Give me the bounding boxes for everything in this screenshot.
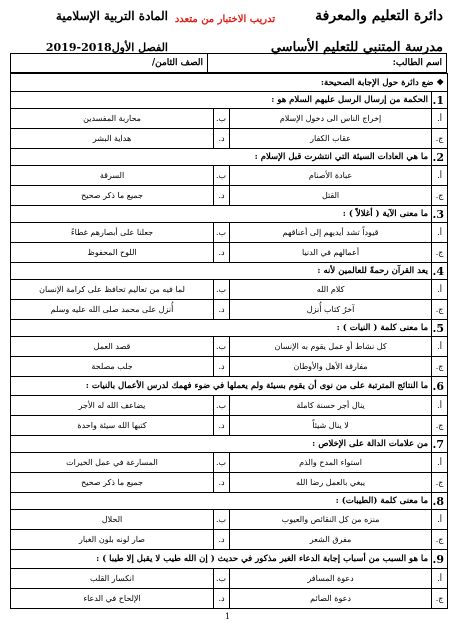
- choice-a[interactable]: ينال أجر حسنة كاملة: [230, 396, 432, 416]
- student-info-table: [10, 53, 447, 73]
- page-number: 1: [224, 612, 231, 621]
- department-name: دائرة التعليم والمعرفة: [315, 8, 443, 24]
- choice-a[interactable]: استواء المدح والذم: [230, 453, 432, 473]
- choice-b[interactable]: انكسار القلب: [11, 569, 214, 589]
- question-number: 5.: [432, 320, 448, 337]
- term-year: الفصل الأول2018-2019: [45, 41, 168, 54]
- question-number: 2.: [432, 149, 448, 166]
- choice-c[interactable]: مفرق الشعر: [230, 530, 432, 550]
- choice-c[interactable]: عقاب الكفار: [230, 129, 432, 149]
- exam-title: تدريب الاختبار من متعدد: [174, 14, 276, 25]
- choice-letter: أ.: [432, 223, 448, 243]
- choice-c[interactable]: أعمالهم في الدنيا: [230, 243, 432, 263]
- choice-a[interactable]: إخراج الناس الى دخول الإسلام: [230, 109, 432, 129]
- questions-table: [10, 73, 448, 609]
- question-number: 9.: [432, 550, 448, 569]
- choice-d[interactable]: اللوح المحفوظ: [11, 243, 214, 263]
- choice-letter: أ.: [432, 337, 448, 357]
- choice-d[interactable]: جميع ما ذكر صحيح: [11, 473, 214, 493]
- question-text: يعد القرآن رحمةً للعالمين لأنه :: [11, 263, 432, 280]
- choice-letter: ب.: [214, 396, 230, 416]
- choice-letter: د.: [214, 243, 230, 263]
- choice-a[interactable]: عبادة الأصنام: [230, 166, 432, 186]
- question-text: ما معنى الآية ( أغلالاً ) :: [11, 206, 432, 223]
- question-number: 6.: [432, 377, 448, 396]
- choice-letter: أ.: [432, 453, 448, 473]
- question-number: 4.: [432, 263, 448, 280]
- choice-letter: د.: [214, 357, 230, 377]
- choice-letter: د.: [214, 473, 230, 493]
- choice-letter: ج.: [432, 473, 448, 493]
- choice-letter: ج.: [432, 416, 448, 436]
- choice-letter: ب.: [214, 166, 230, 186]
- question-number: 8.: [432, 493, 448, 510]
- choice-letter: ج.: [432, 129, 448, 149]
- choice-d[interactable]: صار لونه بلون الغبار: [11, 530, 214, 550]
- choice-d[interactable]: كتبها الله سيئة واحدة: [11, 416, 214, 436]
- question-text: الحكمة من إرسال الرسل عليهم السلام هو :: [11, 92, 432, 109]
- class-field[interactable]: الصف الثامن/: [11, 54, 208, 73]
- choice-c[interactable]: لا ينال شيئاً: [230, 416, 432, 436]
- choice-b[interactable]: محاربة المفسدين: [11, 109, 214, 129]
- choice-b[interactable]: لما فيه من تعاليم تحافظ على كرامة الإنسان: [11, 280, 214, 300]
- choice-d[interactable]: هداية البشر: [11, 129, 214, 149]
- question-number: 1.: [432, 92, 448, 109]
- question-text: ما النتائج المترتبة على من نوى أن يقوم بسيئة ولم يعملها في ضوء فهمك لدرس الأعمال بالنيات :: [11, 377, 432, 396]
- choice-letter: ب.: [214, 510, 230, 530]
- choice-c[interactable]: آخرُ كتاب أُنزل: [230, 300, 432, 320]
- choice-b[interactable]: السرقة: [11, 166, 214, 186]
- choice-letter: د.: [214, 589, 230, 609]
- question-text: ما هي العادات السيئة التي انتشرت قبل الإسلام :: [11, 149, 432, 166]
- choice-a[interactable]: كل نشاط أو عمل يقوم به الإنسان: [230, 337, 432, 357]
- choice-a[interactable]: منزه من كل النقائص والعيوب: [230, 510, 432, 530]
- question-text: ما معنى كلمة (الطيبات) :: [11, 493, 432, 510]
- choice-letter: أ.: [432, 396, 448, 416]
- choice-letter: د.: [214, 300, 230, 320]
- choice-letter: ج.: [432, 186, 448, 206]
- choice-letter: أ.: [432, 569, 448, 589]
- choice-d[interactable]: أُنزل على محمد صلى الله عليه وسلم: [11, 300, 214, 320]
- subject-name: المادة التربية الإسلامية: [55, 9, 168, 23]
- choice-letter: ج.: [432, 300, 448, 320]
- choice-a[interactable]: دعوة المسافر: [230, 569, 432, 589]
- choice-a[interactable]: قيوداً تشد أيديهم إلى أعناقهم: [230, 223, 432, 243]
- choice-letter: أ.: [432, 280, 448, 300]
- instruction: ❖ ضع دائرة حول الإجابة الصحيحة:: [11, 74, 448, 92]
- question-text: ما هو السبب من أسباب إجابة الدعاء الغير مذكور في حديث ( إن الله طيب لا يقبل إلا طيبا ) :: [11, 550, 432, 569]
- student-name-field[interactable]: اسم الطالب:: [208, 54, 447, 73]
- choice-letter: د.: [214, 530, 230, 550]
- choice-letter: ب.: [214, 453, 230, 473]
- choice-letter: ج.: [432, 589, 448, 609]
- choice-a[interactable]: كلام الله: [230, 280, 432, 300]
- choice-d[interactable]: جلب مصلحة: [11, 357, 214, 377]
- choice-letter: أ.: [432, 109, 448, 129]
- question-number: 7.: [432, 436, 448, 453]
- choice-c[interactable]: القتل: [230, 186, 432, 206]
- choice-letter: ج.: [432, 530, 448, 550]
- choice-letter: ب.: [214, 223, 230, 243]
- choice-letter: ب.: [214, 337, 230, 357]
- school-name: مدرسة المتنبي للتعليم الأساسي: [270, 40, 443, 55]
- choice-letter: ب.: [214, 109, 230, 129]
- choice-c[interactable]: مفارقة الأهل والأوطان: [230, 357, 432, 377]
- choice-letter: د.: [214, 416, 230, 436]
- question-text: من علامات الدالة على الإخلاص :: [11, 436, 432, 453]
- choice-b[interactable]: جعلنا على أبصارهم غطاءً: [11, 223, 214, 243]
- choice-b[interactable]: يضاعف الله له الأجر: [11, 396, 214, 416]
- choice-letter: د.: [214, 129, 230, 149]
- choice-d[interactable]: جميع ما ذكر صحيح: [11, 186, 214, 206]
- choice-b[interactable]: الحلال: [11, 510, 214, 530]
- choice-c[interactable]: يبغي بالعمل رضا الله: [230, 473, 432, 493]
- question-text: ما معنى كلمة ( النيات ) :: [11, 320, 432, 337]
- choice-d[interactable]: الإلحاح في الدعاء: [11, 589, 214, 609]
- choice-letter: ج.: [432, 243, 448, 263]
- question-number: 3.: [432, 206, 448, 223]
- choice-letter: ج.: [432, 357, 448, 377]
- choice-letter: ب.: [214, 569, 230, 589]
- choice-letter: أ.: [432, 510, 448, 530]
- choice-b[interactable]: المسارعة في عمل الخيرات: [11, 453, 214, 473]
- choice-letter: د.: [214, 186, 230, 206]
- choice-b[interactable]: قصد العمل: [11, 337, 214, 357]
- school-header: [271, 6, 443, 58]
- choice-letter: ب.: [214, 280, 230, 300]
- choice-letter: أ.: [432, 166, 448, 186]
- subject-header: [18, 6, 168, 58]
- choice-c[interactable]: دعوة الصائم: [230, 589, 432, 609]
